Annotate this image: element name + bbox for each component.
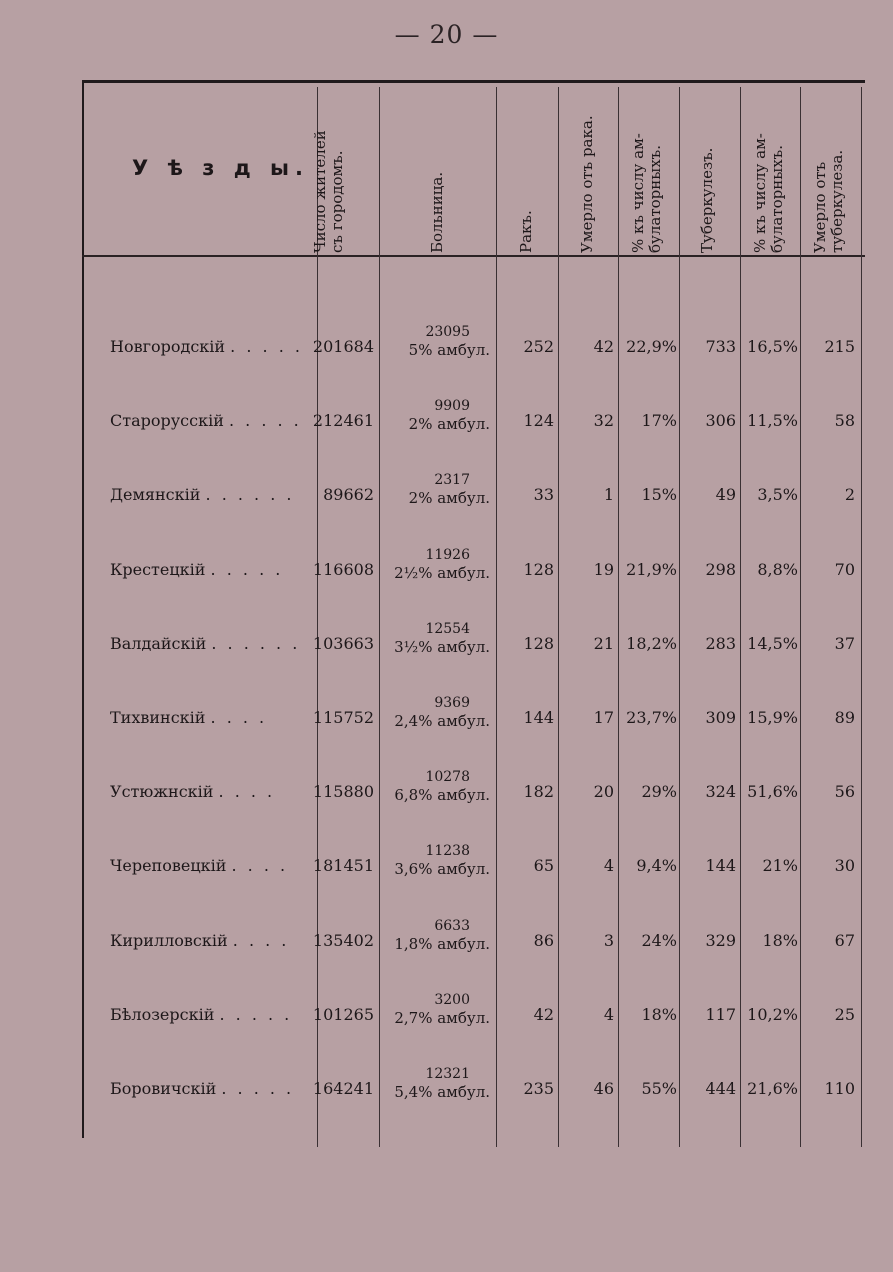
hospital-count-cell: 9369 [434,695,470,711]
tb-header [699,148,716,253]
tb-dead-cell: 30 [834,856,855,876]
population-cell: 103663 [312,633,374,653]
district-name [110,634,300,653]
tb-pct-cell: 8,8% [757,559,798,579]
cancer-pct-cell: 18,2% [626,633,677,653]
cancer-dead-cell: 1 [603,485,614,505]
tb-dead-cell: 89 [834,708,855,727]
district-name [110,485,294,504]
district-label: Череповецкій [110,856,227,876]
hospital-count-cell: 12321 [425,1066,470,1082]
leader-dots: . . . . . [230,337,303,356]
cancer-pct-cell: 18% [641,1004,677,1024]
population-cell: 89662 [323,485,374,505]
tb-pct-cell: 15,9% [747,708,798,727]
district-name [110,411,302,430]
header-line: % къ числу ам- [751,133,769,253]
district-name [110,337,303,356]
district-label: Кирилловскій [110,930,228,950]
cancer-cell: 42 [533,1004,554,1024]
hospital-header [429,172,446,253]
table-row [82,911,865,971]
district-name [110,856,288,875]
tb-dead-cell: 215 [824,337,855,356]
cancer-header [518,210,535,253]
header-line: Туберкулезъ. [698,147,716,253]
cancer-cell: 124 [523,411,554,431]
leader-dots: . . . . . . [205,485,295,505]
cancer-dead-header [579,115,596,253]
tb-pct-cell: 51,6% [747,782,798,802]
tb-dead-cell: 37 [834,633,855,653]
leader-dots: . . . . [210,708,268,727]
hospital-count-cell: 2317 [434,472,470,489]
cancer-dead-cell: 42 [593,337,614,356]
tb-cell: 283 [705,633,736,653]
hospital-pct-cell: 2,7% амбул. [394,1008,490,1027]
cancer-cell: 235 [523,1079,554,1098]
district-label: Новгородскій [110,337,226,356]
header-line: Число жителей [311,130,329,253]
hospital-pct-cell: 2% амбул. [408,415,490,434]
tb-pct-cell: 3,5% [757,485,798,505]
table-row [82,465,865,525]
table-row [82,540,865,600]
district-name [110,782,275,801]
population-cell: 115880 [312,782,374,802]
hospital-pct-cell: 2½% амбул. [394,563,490,582]
tb-cell: 49 [715,485,736,505]
population-cell: 115752 [312,708,374,727]
header-line: булаторныхъ. [768,145,786,253]
tb-cell: 444 [705,1079,736,1098]
table-row [82,317,865,377]
leader-dots: . . . . [232,930,290,950]
leader-dots: . . . . [231,856,289,876]
hospital-count-cell: 11926 [425,546,470,563]
population-cell: 116608 [312,559,374,579]
table-row [82,391,865,451]
cancer-pct-cell: 23,7% [626,708,677,727]
header-line: Умерло отъ [811,161,829,253]
table-row [82,688,865,748]
leader-dots: . . . . . [210,559,284,579]
population-cell: 101265 [312,1004,374,1024]
hospital-pct-cell: 5% амбул. [408,341,490,359]
cancer-cell: 128 [523,633,554,653]
leader-dots: . . . . [218,782,276,802]
cancer-pct-cell: 15% [641,485,677,505]
tb-dead-cell: 70 [834,559,855,579]
leader-dots: . . . . . . [211,633,301,653]
cancer-dead-cell: 4 [603,856,614,876]
cancer-pct-cell: 21,9% [626,559,677,579]
header-line: съ городомъ. [328,150,346,253]
district-header: У ѣ з д ы. [132,156,310,180]
cancer-pct-cell: 24% [641,930,677,950]
district-name [110,1005,292,1024]
tb-dead-cell: 58 [834,411,855,431]
tb-cell: 306 [705,411,736,431]
district-name [110,1079,294,1098]
hospital-count-cell: 6633 [434,917,470,934]
population-cell: 201684 [312,337,374,356]
population-header [312,130,346,253]
tb-pct-cell: 11,5% [747,411,798,431]
hospital-count-cell: 11238 [425,843,470,860]
hospital-pct-cell: 3,6% амбул. [394,860,490,879]
page-number: — 20 — [394,20,499,49]
district-name [110,931,289,950]
tb-dead-cell: 25 [834,1004,855,1024]
statistics-table [82,80,865,1148]
hospital-count-cell: 10278 [425,769,470,786]
leader-dots: . . . . . [228,411,302,431]
hospital-pct-cell: 1,8% амбул. [394,934,490,953]
cancer-cell: 33 [533,485,554,505]
tb-pct-cell: 10,2% [747,1004,798,1024]
tb-dead-cell: 2 [844,485,855,505]
cancer-dead-cell: 19 [593,559,614,579]
table-row [82,614,865,674]
tb-pct-cell: 21,6% [747,1079,798,1098]
cancer-cell: 128 [523,559,554,579]
header-line: Ракъ. [517,210,535,253]
tb-cell: 309 [705,708,736,727]
population-cell: 135402 [312,930,374,950]
tb-cell: 324 [705,782,736,802]
district-name [110,708,267,727]
cancer-dead-cell: 46 [593,1079,614,1098]
header-line: % къ числу ам- [629,133,647,253]
tb-dead-header [812,150,846,253]
tb-pct-cell: 18% [762,930,798,950]
cancer-cell: 144 [523,708,554,727]
hospital-pct-cell: 3½% амбул. [394,637,490,656]
cancer-pct-cell: 55% [641,1079,677,1098]
tb-cell: 329 [705,930,736,950]
cancer-dead-cell: 20 [593,782,614,802]
header-line: Умерло отъ рака. [578,115,596,253]
cancer-dead-cell: 4 [603,1004,614,1024]
district-label: Валдайскій [110,633,207,653]
hospital-count-cell: 3200 [434,991,470,1008]
district-label: Боровичскій [110,1079,217,1098]
population-cell: 164241 [312,1079,374,1098]
leader-dots: . . . . . [221,1079,295,1098]
header-line: Больница. [428,171,446,253]
table-row [82,762,865,822]
population-cell: 212461 [312,411,374,431]
table-row [82,1059,865,1119]
district-label: Демянскій [110,485,201,505]
district-name [110,560,283,579]
district-label: Крестецкій [110,559,206,579]
district-label: Бѣлозерскій [110,1004,215,1024]
hospital-pct-cell: 2% амбул. [408,489,490,508]
header-line: булаторныхъ. [646,145,664,253]
tb-cell: 144 [705,856,736,876]
table-row [82,985,865,1045]
cancer-pct-header [630,133,664,253]
header-rule [82,255,865,257]
tb-cell: 733 [705,337,736,356]
table-left-rule [82,83,84,1138]
cancer-dead-cell: 17 [593,708,614,727]
cancer-cell: 86 [533,930,554,950]
tb-cell: 298 [705,559,736,579]
district-label: Устюжнскій [110,782,214,802]
tb-pct-cell: 16,5% [747,337,798,356]
hospital-count-cell: 12554 [425,620,470,637]
tb-dead-cell: 56 [834,782,855,802]
district-label: Тихвинскій [110,708,206,727]
hospital-count-cell: 23095 [425,324,470,340]
cancer-pct-cell: 29% [641,782,677,802]
cancer-dead-cell: 3 [603,930,614,950]
cancer-pct-cell: 22,9% [626,337,677,356]
hospital-pct-cell: 5,4% амбул. [394,1083,490,1101]
tb-cell: 117 [705,1004,736,1024]
hospital-pct-cell: 2,4% амбул. [394,712,490,730]
cancer-pct-cell: 17% [641,411,677,431]
tb-dead-cell: 67 [834,930,855,950]
tb-dead-cell: 110 [824,1079,855,1098]
cancer-cell: 252 [523,337,554,356]
hospital-pct-cell: 6,8% амбул. [394,786,490,805]
district-label: Старорусскій [110,411,224,431]
cancer-dead-cell: 32 [593,411,614,431]
hospital-count-cell: 9909 [434,398,470,415]
cancer-cell: 65 [533,856,554,876]
cancer-dead-cell: 21 [593,633,614,653]
table-row [82,836,865,896]
leader-dots: . . . . . [219,1004,293,1024]
population-cell: 181451 [312,856,374,876]
tb-pct-cell: 14,5% [747,633,798,653]
cancer-cell: 182 [523,782,554,802]
cancer-pct-cell: 9,4% [636,856,677,876]
tb-pct-cell: 21% [762,856,798,876]
header-line: туберкулеза. [828,149,846,253]
tb-pct-header [752,133,786,253]
